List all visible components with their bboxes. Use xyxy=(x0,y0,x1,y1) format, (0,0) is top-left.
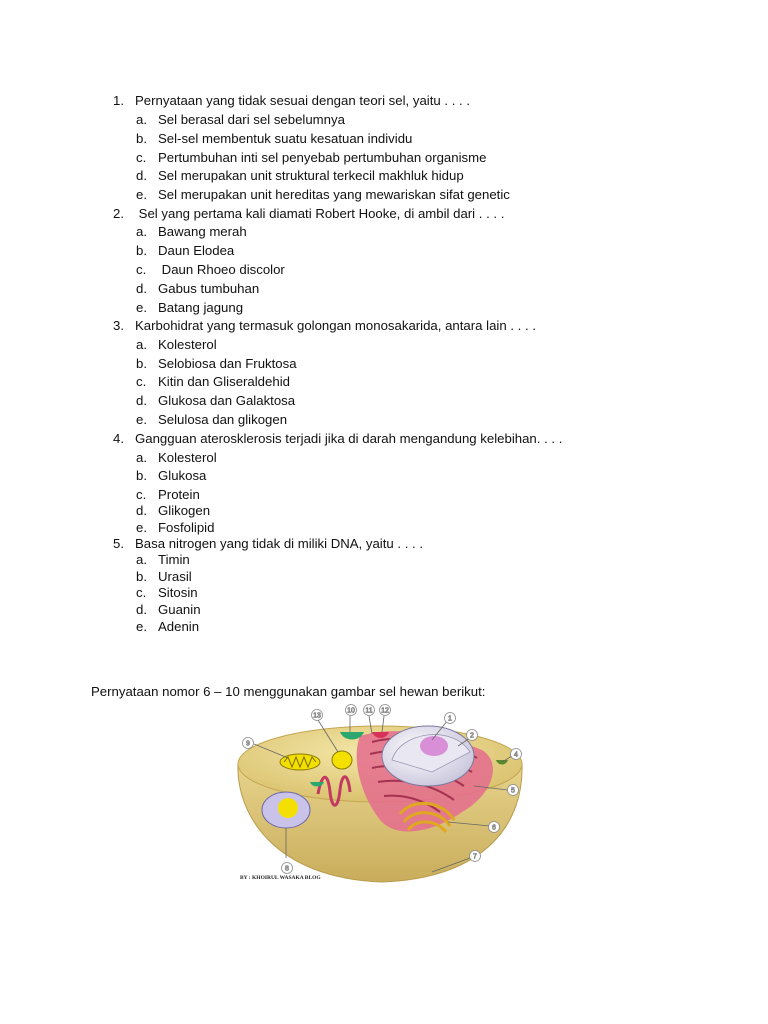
option-letter: e. xyxy=(136,619,147,634)
option-text: Sel merupakan unit hereditas yang mewariskan sifat genetic xyxy=(158,187,510,202)
option xyxy=(136,374,290,390)
label-1: 1 xyxy=(448,715,452,723)
question-text: Basa nitrogen yang tidak di miliki DNA, yaitu . . . . xyxy=(135,536,424,551)
option-text: Daun Rhoeo discolor xyxy=(158,262,285,277)
animal-cell-illustration xyxy=(232,702,538,888)
option xyxy=(136,393,295,409)
question-2 xyxy=(113,206,504,222)
option-text: Selobiosa dan Fruktosa xyxy=(158,356,297,371)
option-text: Gabus tumbuhan xyxy=(158,281,260,296)
question-text: Karbohidrat yang termasuk golongan monosakarida, antara lain . . . . xyxy=(135,318,536,333)
option-text: Urasil xyxy=(158,569,192,584)
option-letter: e. xyxy=(136,520,147,535)
option xyxy=(136,602,201,618)
option xyxy=(136,168,464,184)
label-9: 9 xyxy=(246,740,250,748)
option-letter: c. xyxy=(136,374,147,389)
option-text: Bawang merah xyxy=(158,224,247,239)
option-text: Adenin xyxy=(158,619,200,634)
option-text: Sel berasal dari sel sebelumnya xyxy=(158,112,345,127)
option xyxy=(136,450,217,466)
option-text: Glikogen xyxy=(158,503,211,518)
option-letter: a. xyxy=(136,552,147,567)
question-number: 1. xyxy=(113,93,124,108)
option xyxy=(136,569,192,585)
label-13: 13 xyxy=(313,712,321,720)
question-5 xyxy=(113,536,423,552)
question-number: 4. xyxy=(113,431,124,446)
label-7: 7 xyxy=(473,853,477,861)
option-letter: e. xyxy=(136,300,147,315)
option-letter: d. xyxy=(136,281,147,296)
option-text: Sel merupakan unit struktural terkecil makhluk hidup xyxy=(158,168,464,183)
label-4: 4 xyxy=(514,751,518,759)
option-letter: b. xyxy=(136,569,147,584)
option-letter: a. xyxy=(136,224,147,239)
option-text: Batang jagung xyxy=(158,300,244,315)
option-letter: c. xyxy=(136,150,147,165)
question-3 xyxy=(113,318,536,334)
option xyxy=(136,262,285,278)
option-text: Protein xyxy=(158,487,200,502)
option-letter: e. xyxy=(136,187,147,202)
question-number: 5. xyxy=(113,536,124,551)
animal-cell-figure xyxy=(232,702,538,888)
option-letter: e. xyxy=(136,412,147,427)
label-12: 12 xyxy=(381,707,389,715)
question-1 xyxy=(113,93,470,109)
option-text: Kolesterol xyxy=(158,337,217,352)
option-letter: c. xyxy=(136,487,147,502)
question-number: 2. xyxy=(113,206,124,221)
figure-credit: BY : KHOIRUL WASAKA BLOG xyxy=(240,875,321,881)
option-text: Glukosa xyxy=(158,468,207,483)
option-letter: a. xyxy=(136,112,147,127)
option-text: Sel-sel membentuk suatu kesatuan individu xyxy=(158,131,413,146)
question-text: Sel yang pertama kali diamati Robert Hooke, di ambil dari . . . . xyxy=(135,206,505,221)
label-2: 2 xyxy=(470,732,474,740)
option xyxy=(136,503,210,519)
option-letter: a. xyxy=(136,337,147,352)
option xyxy=(136,585,198,601)
question-number: 3. xyxy=(113,318,124,333)
label-11: 11 xyxy=(365,707,373,715)
option xyxy=(136,243,234,259)
option-letter: b. xyxy=(136,131,147,146)
option-text: Selulosa dan glikogen xyxy=(158,412,288,427)
option xyxy=(136,468,206,484)
option-letter: b. xyxy=(136,243,147,258)
option-letter: b. xyxy=(136,468,147,483)
label-5: 5 xyxy=(511,787,515,795)
option-text: Glukosa dan Galaktosa xyxy=(158,393,296,408)
option-letter: d. xyxy=(136,168,147,183)
option-letter: d. xyxy=(136,503,147,518)
option xyxy=(136,187,510,203)
figure-caption: Pernyataan nomor 6 – 10 menggunakan gambar sel hewan berikut: xyxy=(91,684,486,699)
option xyxy=(136,224,247,240)
option-letter: d. xyxy=(136,602,147,617)
option xyxy=(136,487,200,503)
option xyxy=(136,300,243,316)
option-letter: d. xyxy=(136,393,147,408)
question-text: Gangguan aterosklerosis terjadi jika di darah mengandung kelebihan. . . . xyxy=(135,431,563,446)
label-10: 10 xyxy=(347,707,355,715)
label-6: 6 xyxy=(492,824,496,832)
option-text: Pertumbuhan inti sel penyebab pertumbuhan organisme xyxy=(158,150,487,165)
option xyxy=(136,337,217,353)
option xyxy=(136,131,412,147)
option-letter: c. xyxy=(136,262,147,277)
option xyxy=(136,619,199,635)
option-text: Daun Elodea xyxy=(158,243,235,258)
option-text: Timin xyxy=(158,552,190,567)
option-text: Kitin dan Gliseraldehid xyxy=(158,374,290,389)
option-text: Sitosin xyxy=(158,585,198,600)
question-4 xyxy=(113,431,562,447)
option xyxy=(136,150,486,166)
option-letter: a. xyxy=(136,450,147,465)
label-8: 8 xyxy=(285,865,289,873)
option xyxy=(136,412,287,428)
question-text: Pernyataan yang tidak sesuai dengan teori sel, yaitu . . . . xyxy=(135,93,471,108)
option-text: Guanin xyxy=(158,602,201,617)
option-letter: b. xyxy=(136,356,147,371)
option xyxy=(136,281,259,297)
option xyxy=(136,520,214,536)
option xyxy=(136,552,190,568)
option xyxy=(136,112,345,128)
option-letter: c. xyxy=(136,585,147,600)
option-text: Kolesterol xyxy=(158,450,217,465)
option xyxy=(136,356,297,372)
option-text: Fosfolipid xyxy=(158,520,215,535)
